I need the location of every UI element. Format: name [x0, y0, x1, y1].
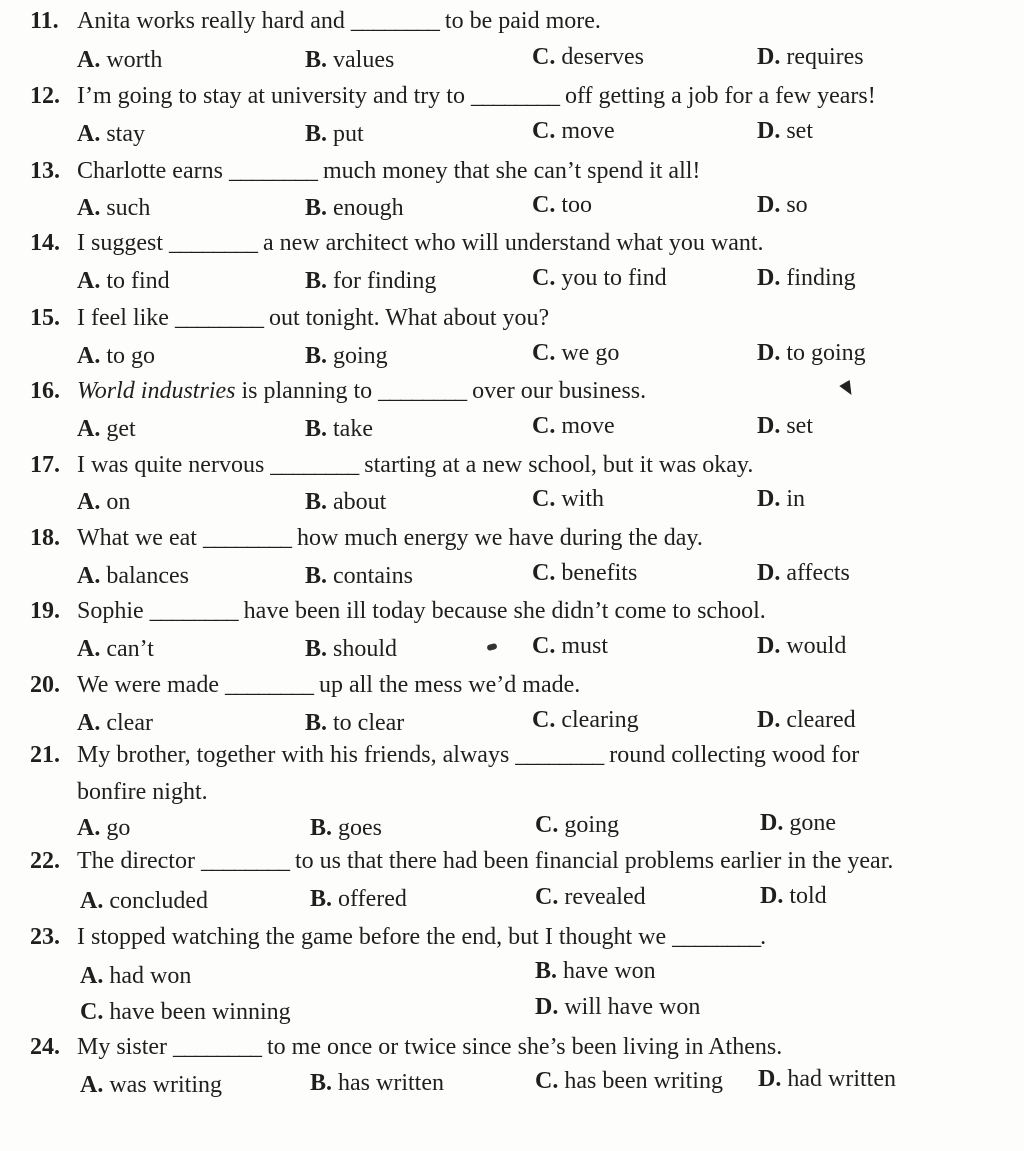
option-d[interactable] [757, 263, 856, 293]
answer-blank[interactable]: ________ [470, 83, 559, 109]
question-stem-after: to us that there had been financial problems earlier in the year. [294, 848, 894, 874]
question-number: 11. [30, 8, 59, 34]
answer-blank[interactable]: ________ [200, 848, 289, 874]
option-label: D. [757, 486, 781, 512]
option-text: put [333, 121, 364, 147]
option-text: cleared [786, 707, 856, 733]
option-label: B. [305, 489, 328, 515]
option-d[interactable] [757, 42, 864, 72]
option-label: C. [532, 118, 556, 144]
question-stem-before: is planning to [241, 378, 373, 404]
question-23 [30, 922, 766, 952]
option-label: D. [758, 1066, 782, 1092]
option-d[interactable] [757, 190, 808, 220]
option-text: should [333, 636, 398, 662]
option-label: A. [80, 963, 104, 989]
answer-blank[interactable]: ________ [515, 742, 604, 768]
option-text: requires [786, 44, 864, 70]
option-label: A. [80, 888, 104, 914]
option-d[interactable] [757, 116, 813, 146]
option-text: get [106, 416, 136, 442]
answer-blank[interactable]: ________ [228, 158, 317, 184]
answer-blank[interactable]: ________ [169, 230, 257, 256]
question-stem-before: I feel like [77, 305, 169, 331]
option-text: values [333, 47, 395, 73]
option-label: D. [757, 192, 781, 218]
option-text: has been writing [564, 1068, 723, 1094]
option-label: C. [80, 999, 104, 1025]
option-b[interactable] [305, 341, 388, 371]
option-text: gone [789, 810, 836, 836]
option-label: B. [305, 121, 328, 147]
option-text: to find [106, 268, 170, 294]
cursor-mark-icon [839, 380, 856, 398]
option-d[interactable] [757, 631, 846, 661]
question-15 [30, 303, 549, 333]
question-11 [30, 6, 601, 36]
option-a[interactable] [77, 487, 130, 517]
option-label: B. [305, 47, 328, 73]
option-label: D. [757, 707, 781, 733]
option-a[interactable] [77, 414, 136, 444]
question-stem-before: I stopped watching the game before the end, but I thought we [77, 924, 667, 950]
question-16 [30, 376, 646, 406]
option-text: in [786, 486, 806, 512]
option-c[interactable] [80, 997, 291, 1027]
company-name: World industries [77, 378, 236, 404]
option-text: had won [109, 963, 192, 989]
option-text: have won [563, 958, 656, 984]
option-d[interactable] [535, 992, 700, 1022]
option-label: B. [310, 815, 333, 841]
question-stem-after: off getting a job for a few years! [564, 83, 876, 109]
option-label: A. [77, 343, 101, 369]
option-a[interactable] [77, 341, 155, 371]
option-text: on [106, 489, 131, 515]
option-label: C. [532, 413, 556, 439]
option-label: C. [535, 884, 559, 910]
option-label: D. [535, 994, 559, 1020]
option-text: deserves [561, 44, 644, 70]
option-c[interactable] [532, 705, 639, 735]
question-17 [30, 450, 753, 480]
option-label: C. [532, 44, 556, 70]
question-number: 22. [30, 848, 60, 874]
question-number: 20. [30, 672, 60, 698]
option-a[interactable] [80, 886, 208, 916]
option-b[interactable] [305, 266, 436, 296]
option-label: B. [305, 563, 328, 589]
option-b[interactable] [535, 956, 656, 986]
option-label: A. [77, 195, 101, 221]
option-b[interactable] [310, 813, 382, 843]
option-text: balances [106, 563, 189, 589]
question-number: 17. [30, 452, 60, 478]
option-text: for finding [333, 268, 437, 294]
answer-blank[interactable]: ________ [350, 8, 439, 34]
option-c[interactable] [532, 263, 667, 293]
option-label: D. [757, 340, 781, 366]
option-label: B. [535, 958, 558, 984]
option-text: benefits [561, 560, 638, 586]
answer-blank[interactable]: ________ [224, 672, 313, 698]
option-text: clearing [561, 707, 639, 733]
question-stem-after: a new architect who will understand what you want. [263, 230, 764, 256]
option-label: A. [80, 1072, 104, 1098]
option-label: B. [305, 343, 328, 369]
question-14 [30, 228, 764, 258]
option-label: B. [305, 195, 328, 221]
option-label: B. [305, 416, 328, 442]
option-b[interactable] [305, 561, 413, 591]
question-22 [30, 846, 893, 876]
option-label: A. [77, 636, 101, 662]
option-c[interactable] [532, 116, 615, 146]
question-stem-before: Charlotte earns [77, 158, 223, 184]
question-number: 21. [30, 742, 60, 768]
option-text: contains [333, 563, 413, 589]
question-stem-after: . [760, 924, 767, 950]
option-c[interactable] [532, 190, 592, 220]
option-text: affects [786, 560, 850, 586]
answer-blank[interactable]: ________ [672, 924, 761, 950]
option-text: going [333, 343, 388, 369]
question-stem-after: over our business. [472, 378, 647, 404]
question-stem-after: out tonight. What about you? [268, 305, 550, 331]
option-label: D. [757, 413, 781, 439]
option-text: to going [786, 340, 866, 366]
answer-blank[interactable]: ________ [173, 1034, 261, 1060]
option-text: revealed [564, 884, 646, 910]
question-number: 12. [30, 83, 60, 109]
question-number: 16. [30, 378, 60, 404]
option-b[interactable] [305, 193, 404, 223]
option-label: C. [535, 812, 559, 838]
question-stem-before: I was quite nervous [77, 452, 265, 478]
option-label: B. [310, 886, 333, 912]
option-label: B. [305, 268, 328, 294]
option-a[interactable] [77, 708, 153, 738]
option-label: D. [757, 265, 781, 291]
option-label: C. [532, 633, 556, 659]
question-number: 24. [30, 1034, 60, 1060]
option-d[interactable] [757, 338, 866, 368]
option-text: move [561, 118, 615, 144]
option-label: D. [757, 560, 781, 586]
option-label: D. [757, 118, 781, 144]
option-label: B. [310, 1070, 333, 1096]
option-a[interactable] [77, 193, 150, 223]
option-label: C. [532, 707, 556, 733]
option-label: C. [532, 192, 556, 218]
option-c[interactable] [532, 411, 615, 441]
option-text: clear [106, 710, 153, 736]
question-stem-before: The director [77, 848, 195, 874]
option-c[interactable] [532, 631, 608, 661]
question-stem-after: to me once or twice since she’s been living in Athens. [267, 1034, 783, 1060]
option-b[interactable] [305, 487, 386, 517]
option-text: finding [786, 265, 856, 291]
option-c[interactable] [535, 882, 646, 912]
option-b[interactable] [305, 119, 364, 149]
option-label: A. [77, 710, 101, 736]
option-a[interactable] [77, 634, 154, 664]
option-text: enough [333, 195, 404, 221]
option-text: we go [561, 340, 620, 366]
question-number: 18. [30, 525, 60, 551]
option-d[interactable] [757, 411, 813, 441]
option-b[interactable] [305, 708, 404, 738]
option-label: B. [305, 710, 328, 736]
answer-blank[interactable]: ________ [378, 378, 467, 404]
option-label: D. [760, 883, 784, 909]
option-text: have been winning [109, 999, 291, 1025]
option-label: D. [757, 633, 781, 659]
question-stem-before: My brother, together with his friends, always [77, 742, 510, 768]
option-label: D. [760, 810, 784, 836]
option-text: take [333, 416, 373, 442]
option-label: D. [757, 44, 781, 70]
question-stem-after: much money that she can’t spend it all! [322, 158, 701, 184]
option-label: C. [535, 1068, 559, 1094]
question-stem-after: up all the mess we’d made. [318, 672, 581, 698]
option-a[interactable] [77, 266, 170, 296]
option-c[interactable] [532, 484, 604, 514]
option-label: A. [77, 563, 101, 589]
option-label: A. [77, 489, 101, 515]
option-label: A. [77, 416, 101, 442]
option-label: B. [305, 636, 328, 662]
option-text: go [106, 815, 131, 841]
option-b[interactable] [310, 1068, 444, 1098]
option-text: goes [338, 815, 383, 841]
option-d[interactable] [760, 808, 836, 838]
option-c[interactable] [535, 810, 619, 840]
question-number: 23. [30, 924, 60, 950]
option-label: A. [77, 47, 101, 73]
question-24 [30, 1032, 782, 1062]
ink-smudge [486, 643, 497, 651]
option-label: C. [532, 560, 556, 586]
question-stem-after: starting at a new school, but it was okay. [364, 452, 754, 478]
option-label: C. [532, 265, 556, 291]
question-18 [30, 523, 703, 553]
option-d[interactable] [757, 558, 850, 588]
option-label: C. [532, 340, 556, 366]
question-stem-before: Anita works really hard and [77, 8, 345, 34]
option-a[interactable] [77, 119, 145, 149]
option-text: move [561, 413, 615, 439]
option-c[interactable] [535, 1066, 723, 1096]
question-stem-before: I’m going to stay at university and try to [77, 83, 465, 109]
option-text: will have won [564, 994, 701, 1020]
answer-blank[interactable]: ________ [149, 598, 238, 624]
question-stem-before: My sister [77, 1034, 167, 1060]
option-b[interactable] [310, 884, 407, 914]
option-a[interactable] [77, 813, 130, 843]
option-text: has written [338, 1070, 444, 1096]
question-stem-before: What we eat [77, 525, 197, 551]
question-stem-before: I suggest [77, 230, 163, 256]
option-text: told [789, 883, 827, 909]
option-label: A. [77, 268, 101, 294]
question-21-continuation: bonfire night. [77, 779, 208, 805]
question-number: 19. [30, 598, 60, 624]
question-stem-after: round collecting wood for [609, 742, 860, 768]
option-c[interactable] [532, 558, 637, 588]
option-text: with [561, 486, 605, 512]
option-b[interactable] [305, 414, 373, 444]
option-text: going [564, 812, 620, 838]
question-13 [30, 156, 700, 186]
option-text: you to find [561, 265, 667, 291]
option-d[interactable] [760, 881, 827, 911]
option-d[interactable] [758, 1064, 896, 1094]
option-label: A. [77, 815, 101, 841]
option-c[interactable] [532, 42, 644, 72]
option-text: offered [338, 886, 407, 912]
question-stem-after: to be paid more. [444, 8, 601, 34]
question-stem-after: have been ill today because she didn’t come to school. [243, 598, 766, 624]
option-text: to go [106, 343, 156, 369]
option-text: such [106, 195, 151, 221]
question-stem-before: Sophie [77, 598, 144, 624]
option-a[interactable] [80, 1070, 222, 1100]
option-a[interactable] [77, 561, 189, 591]
option-text: can’t [106, 636, 154, 662]
option-text: about [333, 489, 387, 515]
option-text: must [561, 633, 609, 659]
option-d[interactable] [757, 705, 856, 735]
question-number: 15. [30, 305, 60, 331]
option-text: had written [787, 1066, 896, 1092]
question-stem-after: how much energy we have during the day. [296, 525, 703, 551]
option-text: set [786, 413, 814, 439]
question-20 [30, 670, 580, 700]
option-text: would [786, 633, 847, 659]
question-19 [30, 596, 766, 626]
option-text: to clear [333, 710, 405, 736]
option-text: set [786, 118, 814, 144]
option-b[interactable] [305, 634, 397, 664]
option-text: worth [106, 47, 163, 73]
option-a[interactable] [77, 45, 162, 75]
option-text: concluded [109, 888, 208, 914]
question-12 [30, 81, 876, 111]
option-label: C. [532, 486, 556, 512]
question-21 [30, 740, 859, 770]
option-c[interactable] [532, 338, 619, 368]
option-a[interactable] [80, 961, 191, 991]
answer-blank[interactable]: ________ [270, 452, 359, 478]
option-d[interactable] [757, 484, 805, 514]
option-b[interactable] [305, 45, 394, 75]
answer-blank[interactable]: ________ [174, 305, 263, 331]
question-number: 13. [30, 158, 60, 184]
question-number: 14. [30, 230, 60, 256]
answer-blank[interactable]: ________ [202, 525, 291, 551]
option-label: A. [77, 121, 101, 147]
question-stem-before: We were made [77, 672, 219, 698]
option-text: too [561, 192, 593, 218]
option-text: so [786, 192, 808, 218]
option-text: stay [106, 121, 146, 147]
option-text: was writing [109, 1072, 222, 1098]
